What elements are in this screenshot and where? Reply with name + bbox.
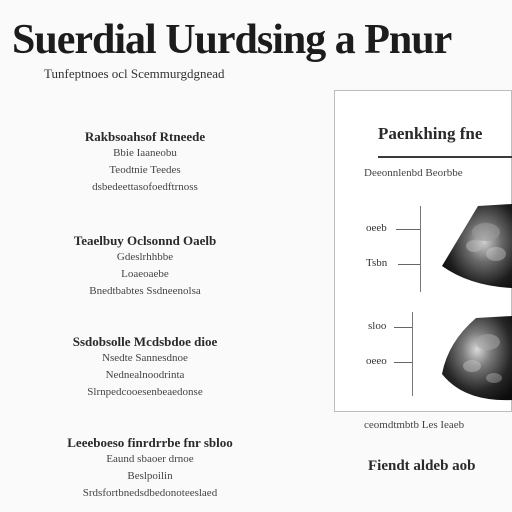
section-line: Bbie Iaaneobu	[113, 147, 177, 159]
section-line: Beslpoilin	[127, 470, 173, 482]
section-line: Gdeslrhhbbe	[116, 251, 174, 263]
section-line: Srdsfortbnedsdbedonoteeslaed	[82, 487, 218, 499]
section-line: Teodtnie Teedes	[109, 164, 181, 176]
page-title: Suerdial Uurdsing a Pnur	[12, 17, 452, 63]
bracket-line-lower	[412, 312, 413, 396]
text-section-3	[0, 333, 290, 401]
page-subtitle: Tunfeptnoes ocl Scemmurgdgnead	[44, 66, 225, 81]
figure-title-rule	[378, 156, 512, 158]
section-line: dsbedeettasofoedftrnoss	[92, 181, 198, 193]
figure-caption: ceomdtmbtb Les Ieaeb	[364, 419, 465, 431]
section-line: Eaund sbaoer drnoe	[106, 453, 194, 465]
section-line: Slrnpedcooesenbeaedonse	[87, 386, 203, 398]
section-heading: Leeeboeso finrdrrbe fnr sbloo	[67, 435, 233, 450]
callout-leader	[396, 229, 420, 230]
figure-subtitle: Deeonnlenbd Beorbbe	[364, 167, 463, 179]
bracket-line-upper	[420, 206, 421, 292]
ultrasound-image-upper	[430, 196, 512, 296]
section-line: Nsedte Sannesdnoe	[102, 352, 188, 364]
section-line: Loaeoaebe	[121, 268, 169, 280]
section-heading: Ssdobsolle Mcdsbdoe dioe	[72, 334, 218, 349]
callout-label: sloo	[368, 320, 387, 332]
section-heading: Teaelbuy Oclsonnd Oaelb	[73, 233, 217, 248]
callout-leader	[398, 264, 420, 265]
ultrasound-image-lower	[434, 312, 512, 404]
section-heading: Rakbsoahsof Rtneede	[84, 129, 206, 144]
section-line: Nednealnoodrinta	[105, 369, 185, 381]
text-section-footer	[0, 434, 300, 502]
callout-label: oeeb	[366, 222, 387, 234]
text-section-1	[0, 128, 290, 196]
figure-bottom-label: Fiendt aldeb aob	[368, 458, 476, 474]
figure-title: Paenkhing fne	[378, 124, 483, 143]
callout-label: Tsbn	[366, 257, 388, 269]
section-line: Bnedtbabtes Ssdneenolsa	[89, 285, 201, 297]
callout-leader	[394, 327, 412, 328]
text-section-2	[0, 232, 290, 300]
callout-label: oeeo	[366, 355, 387, 367]
callout-leader	[394, 362, 412, 363]
